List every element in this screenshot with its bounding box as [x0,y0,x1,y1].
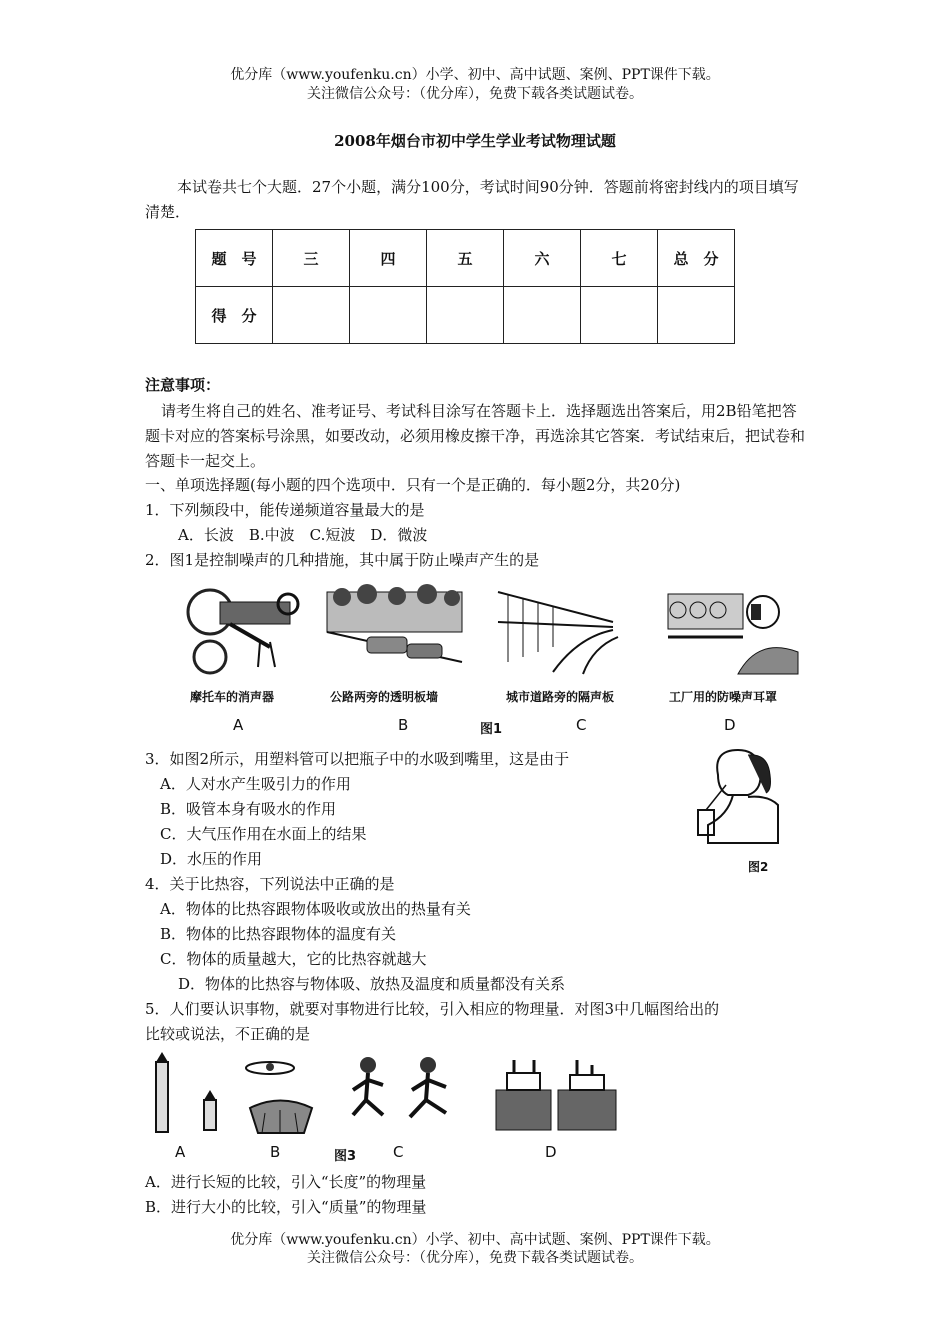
fig3-letter-d: D [545,1143,557,1161]
fig1-letter-a: A [233,716,244,734]
q3-option-d: D．水压的作用 [160,850,263,868]
score-input-cell[interactable] [350,287,427,344]
basket-illustration [240,1058,324,1136]
header-line-1: 优分库（www.youfenku.cn）小学、初中、高中试题、案例、PPT课件下载。 [230,67,720,83]
earmuff-illustration [663,582,801,677]
score-input-cell[interactable] [504,287,581,344]
fig3-letter-c: C [393,1143,404,1161]
fig1-label: 图1 [480,722,503,737]
section-1-heading: 一、单项选择题(每小题的四个选项中．只有一个是正确的．每小题2分，共20分) [145,476,681,494]
q4-option-a: A．物体的比热容跟物体吸收或放出的热量有关 [160,900,471,918]
transparent-wall-illustration [322,582,467,677]
footer-line-2: 关注微信公众号：（优分库），免费下载各类试题试卷。 [307,1250,643,1266]
drinking-girl-illustration [688,745,780,845]
q5-option-a: A．进行长短的比较，引入“长度”的物理量 [145,1173,427,1191]
score-input-cell[interactable] [658,287,735,344]
score-table-score-row [196,287,735,344]
pressure-blocks-illustration [492,1055,620,1135]
score-cell-7: 七 [581,230,658,287]
q3-stem: 3．如图2所示，用塑料管可以把瓶子中的水吸到嘴里，这是由于 [145,750,570,768]
q4-option-b: B．物体的比热容跟物体的温度有关 [160,925,397,943]
score-cell-total: 总 分 [658,230,735,287]
fig3-label: 图3 [334,1149,357,1164]
footer-line-1: 优分库（www.youfenku.cn）小学、初中、高中试题、案例、PPT课件下载。 [230,1232,720,1248]
score-cell-4: 四 [350,230,427,287]
fig3-letter-b: B [270,1143,281,1161]
q4-option-c: C．物体的质量越大，它的比热容就越大 [160,950,427,968]
notice-heading: 注意事项： [145,376,221,394]
score-table-header-row [196,230,735,287]
fig2-label: 图2 [748,860,769,874]
score-input-cell[interactable] [581,287,658,344]
runners-illustration [348,1055,458,1135]
pencils-illustration [152,1052,224,1134]
fig1-letter-b: B [398,716,409,734]
q4-stem: 4．关于比热容，下列说法中正确的是 [145,875,395,893]
fig1-caption-a: 摩托车的消声器 [190,690,275,704]
fig1-letter-d: D [724,716,736,734]
fig1-caption-d: 工厂用的防噪声耳罩 [669,690,778,704]
header-line-2: 关注微信公众号：（优分库），免费下载各类试题试卷。 [307,86,643,102]
q5-option-b: B．进行大小的比较，引入“质量”的物理量 [145,1198,427,1216]
q1-stem: 1．下列频段中，能传递频道容量最大的是 [145,501,425,519]
q5-stem-line-1: 5．人们要认识事物，就要对事物进行比较，引入相应的物理量．对图3中几幅图给出的 [145,1000,720,1018]
q2-stem: 2．图1是控制噪声的几种措施，其中属于防止噪声产生的是 [145,551,540,569]
score-row-label: 得 分 [196,287,273,344]
score-cell-label: 题 号 [196,230,273,287]
score-cell-6: 六 [504,230,581,287]
q1-options: A．长波 B.中波 C.短波 D．微波 [178,526,428,544]
fig1-letter-c: C [576,716,587,734]
score-table [195,229,735,344]
score-input-cell[interactable] [427,287,504,344]
score-cell-5: 五 [427,230,504,287]
score-input-cell[interactable] [273,287,350,344]
sound-barrier-illustration [493,582,620,677]
q5-stem-line-2: 比较或说法，不正确的是 [145,1025,311,1043]
score-cell-3: 三 [273,230,350,287]
fig1-caption-c: 城市道路旁的隔声板 [506,690,615,704]
fig3-letter-a: A [175,1143,186,1161]
muffler-illustration [180,582,305,677]
page-title: 2008年烟台市初中学生学业考试物理试题 [334,132,616,150]
fig1-caption-b: 公路两旁的透明板墙 [330,690,439,704]
q3-option-b: B．吸管本身有吸水的作用 [160,800,337,818]
q3-option-c: C．大气压作用在水面上的结果 [160,825,367,843]
intro-paragraph: 本试卷共七个大题．27个小题，满分100分，考试时间90分钟．答题前将密封线内的项目填写清楚． [145,178,799,221]
q3-option-a: A．人对水产生吸引力的作用 [160,775,351,793]
q4-option-d: D．物体的比热容与物体吸、放热及温度和质量都没有关系 [178,975,566,993]
notice-text: 请考生将自己的姓名、准考证号、考试科目涂写在答题卡上．选择题选出答案后，用2B铅笔把答题卡对应的答案标号涂黑，如要改动，必须用橡皮擦干净，再选涂其它答案．考试结束后，把试卷和答题卡一起交上。 [145,402,806,470]
